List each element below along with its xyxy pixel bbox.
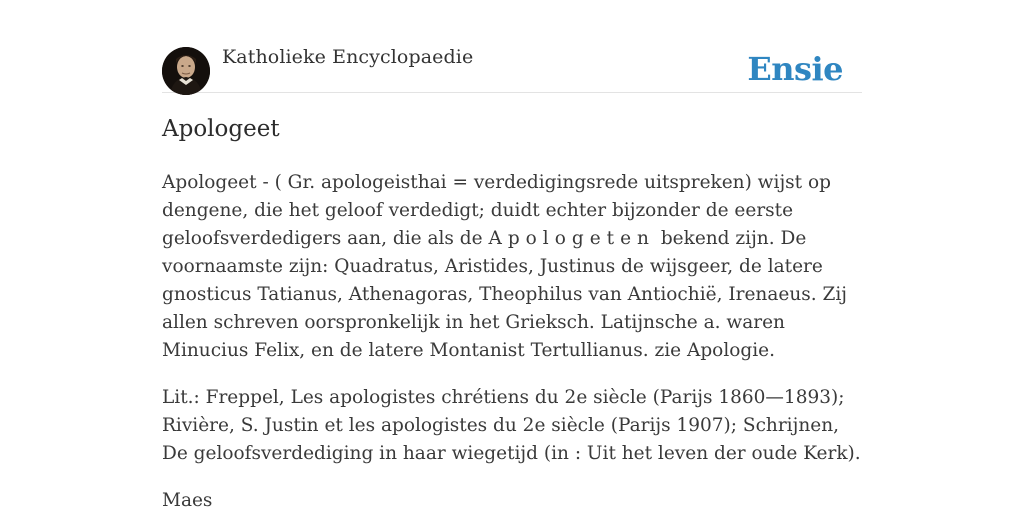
- brand-logo[interactable]: Ensie: [747, 50, 843, 88]
- source-name[interactable]: Katholieke Encyclopaedie: [222, 46, 474, 68]
- article-paragraph-1: [162, 169, 867, 365]
- page-title: Apologeet: [162, 116, 280, 142]
- page-container: [162, 0, 862, 511]
- article-paragraph-2: Lit.: Freppel, Les apologistes chrétiens du 2e siècle (Parijs 1860—1893); Rivière, S. Justin et les apologistes du 2e siècle (Parijs 1907); Schrijnen, De geloofsverdediging in haar wiegetijd (in : Uit het leven der oude Kerk).: [162, 387, 861, 464]
- paragraph-1-text-start: Apologeet - ( Gr. apologeisthai = verdedigingsrede uitspreken) wijst op dengene, die het geloof verdedigt; duidt echter bijzonder de eerste geloofsverdedigers aan, die als de: [162, 172, 831, 249]
- avatar[interactable]: [162, 47, 210, 95]
- author-name: Maes: [162, 490, 213, 511]
- paragraph-1-text-end: bekend zijn. De voornaamste zijn: Quadratus, Aristides, Justinus de wijsgeer, de latere gnosticus Tatianus, Athenagoras, Theophilus van Antiochië, Irenaeus. Zij allen schreven oorspronkelijk in het Grieksch. Latijnsche a. waren Minucius Felix, en de latere Montanist Tertullianus. zie Apologie.: [162, 228, 848, 361]
- header: [162, 0, 862, 93]
- portrait-avatar-icon: [162, 47, 210, 95]
- spaced-term: Apologeten: [488, 228, 655, 249]
- article-body: [162, 169, 867, 512]
